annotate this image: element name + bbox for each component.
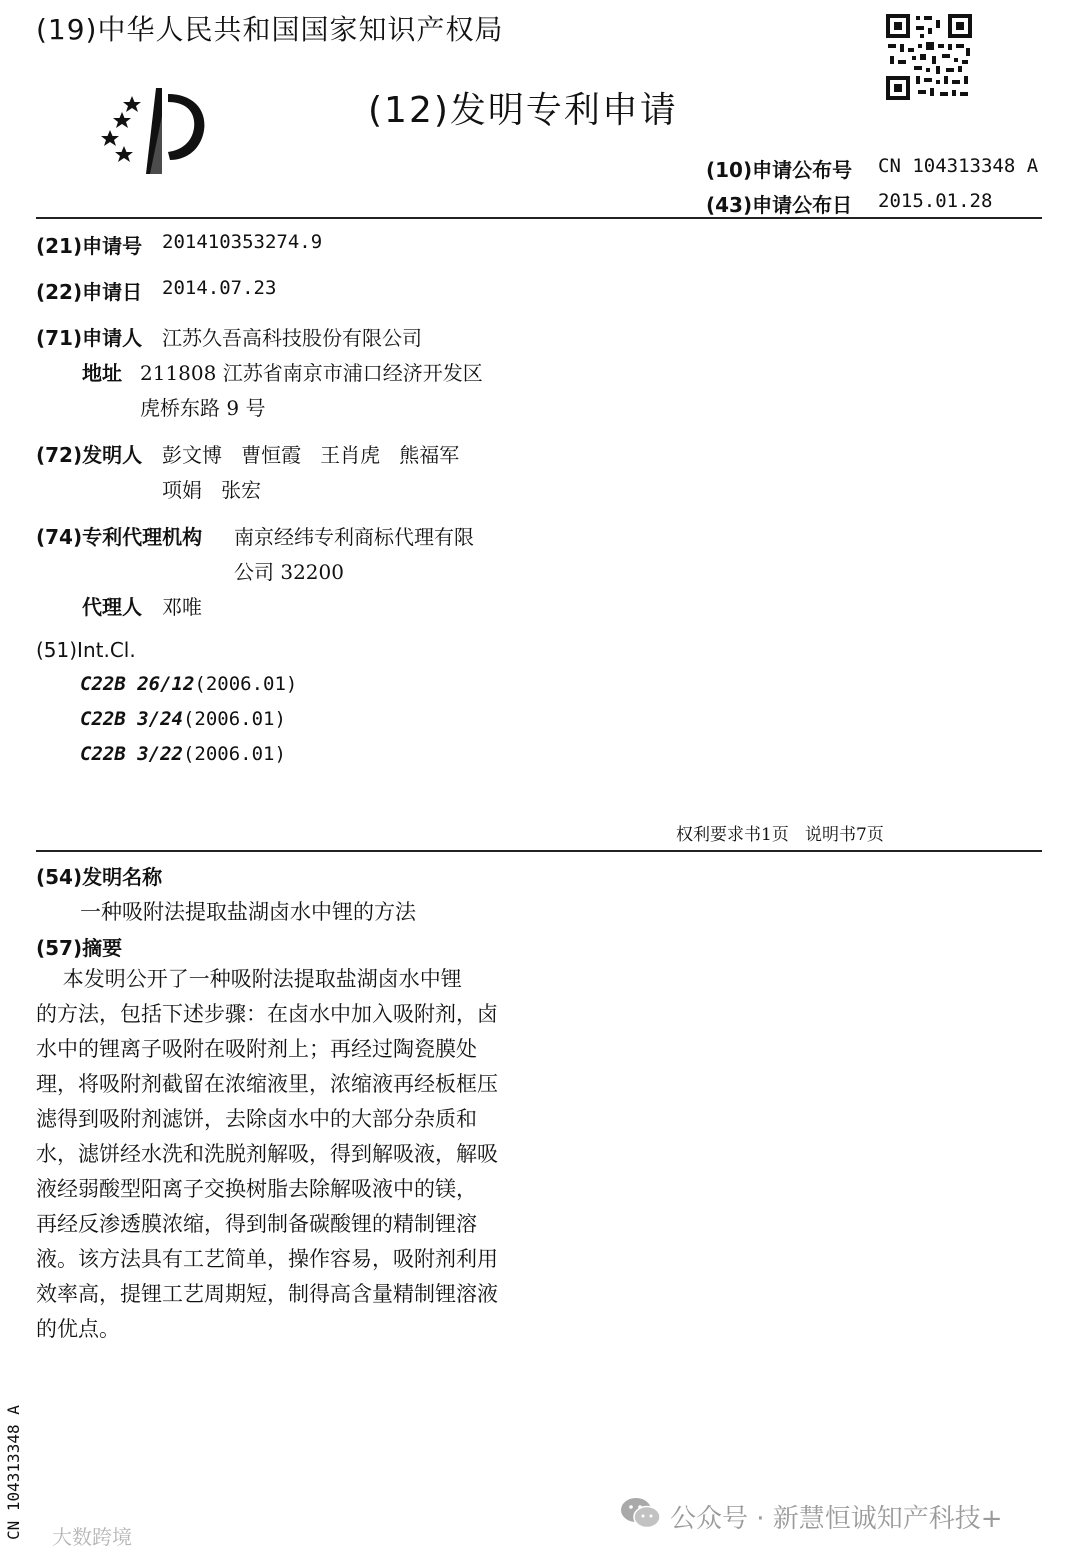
- document-kind: (12)发明专利申请: [368, 90, 678, 131]
- abstract-line: 水中的锂离子吸附在吸附剂上；再经过陶瓷膜处: [36, 1037, 477, 1061]
- ipc-date: (2006.01): [182, 708, 286, 730]
- abstract-line: 滤得到吸附剂滤饼，去除卤水中的大部分杂质和: [36, 1107, 477, 1131]
- abstract-label: (57)摘要: [36, 936, 123, 960]
- wechat-icon: [620, 1496, 662, 1530]
- address-label: 地址: [82, 361, 122, 385]
- inventors-line-2: 项娟 张宏: [162, 478, 262, 502]
- section-rule: [36, 850, 1042, 852]
- bottom-left-watermark: 大数跨境: [52, 1525, 132, 1549]
- app-date-label: (22)申请日: [36, 280, 143, 304]
- abstract-line: 理，将吸附剂截留在浓缩液里，浓缩液再经板框压: [36, 1072, 498, 1096]
- pub-date-value: 2015.01.28: [878, 190, 993, 212]
- app-no-value: 201410353274.9: [162, 231, 323, 253]
- header-rule: [36, 217, 1042, 219]
- wechat-account-watermark: 公众号 · 新慧恒诚知产科技+: [670, 1504, 1003, 1534]
- agency-line-1: 南京经纬专利商标代理有限: [234, 525, 474, 549]
- ipc-date: (2006.01): [194, 673, 298, 695]
- title-label: (54)发明名称: [36, 865, 163, 889]
- ipc-entry: [80, 708, 286, 730]
- ipc-entry: [80, 673, 297, 695]
- office-name: (19)中华人民共和国国家知识产权局: [36, 13, 504, 46]
- abstract-line: 本发明公开了一种吸附法提取盐湖卤水中锂: [36, 967, 462, 991]
- abstract-line: 液。该方法具有工艺简单，操作容易，吸附剂利用: [36, 1247, 498, 1271]
- ipc-label: (51)Int.Cl.: [36, 638, 136, 662]
- pub-no-value: CN 104313348 A: [878, 155, 1039, 177]
- abstract-line: 的优点。: [36, 1317, 120, 1341]
- app-no-label: (21)申请号: [36, 234, 143, 258]
- app-date-value: 2014.07.23: [162, 277, 277, 299]
- ipc-code: C22B 26/12: [80, 673, 195, 695]
- cnipa-logo-icon: [98, 86, 216, 178]
- agency-line-2: 公司 32200: [234, 560, 344, 584]
- abstract-line: 液经弱酸型阳离子交换树脂去除解吸液中的镁，: [36, 1177, 477, 1201]
- ipc-code: C22B 3/24: [80, 708, 183, 730]
- applicant-label: (71)申请人: [36, 326, 143, 350]
- agent-value: 邓唯: [162, 595, 202, 619]
- agent-label: 代理人: [82, 595, 142, 619]
- abstract-line: 的方法，包括下述步骤：在卤水中加入吸附剂，卤: [36, 1002, 498, 1026]
- inventor-label: (72)发明人: [36, 443, 143, 467]
- applicant-value: 江苏久吾高科技股份有限公司: [162, 326, 422, 350]
- ipc-code: C22B 3/22: [80, 743, 183, 765]
- agency-label: (74)专利代理机构: [36, 525, 203, 549]
- ipc-date: (2006.01): [182, 743, 286, 765]
- inventors-line-1: 彭文博 曹恒霞 王肖虎 熊福军: [162, 443, 460, 467]
- ipc-entry: [80, 743, 286, 765]
- pub-date-label: (43)申请公布日: [706, 193, 853, 217]
- side-publication-number: CN 104313348 A: [4, 1405, 23, 1540]
- abstract-body: [36, 962, 526, 1347]
- pub-no-label: (10)申请公布号: [706, 158, 853, 182]
- abstract-line: 再经反渗透膜浓缩，得到制备碳酸锂的精制锂溶: [36, 1212, 477, 1236]
- invention-title: 一种吸附法提取盐湖卤水中锂的方法: [80, 900, 416, 924]
- address-line-1: 211808 江苏省南京市浦口经济开发区: [140, 361, 483, 385]
- address-line-2: 虎桥东路 9 号: [140, 396, 266, 420]
- abstract-line: 水，滤饼经水洗和洗脱剂解吸，得到解吸液，解吸: [36, 1142, 498, 1166]
- abstract-line: 效率高，提锂工艺周期短，制得高含量精制锂溶液: [36, 1282, 498, 1306]
- page-count: 权利要求书1页 说明书7页: [676, 825, 884, 845]
- qr-code-icon: [886, 14, 972, 100]
